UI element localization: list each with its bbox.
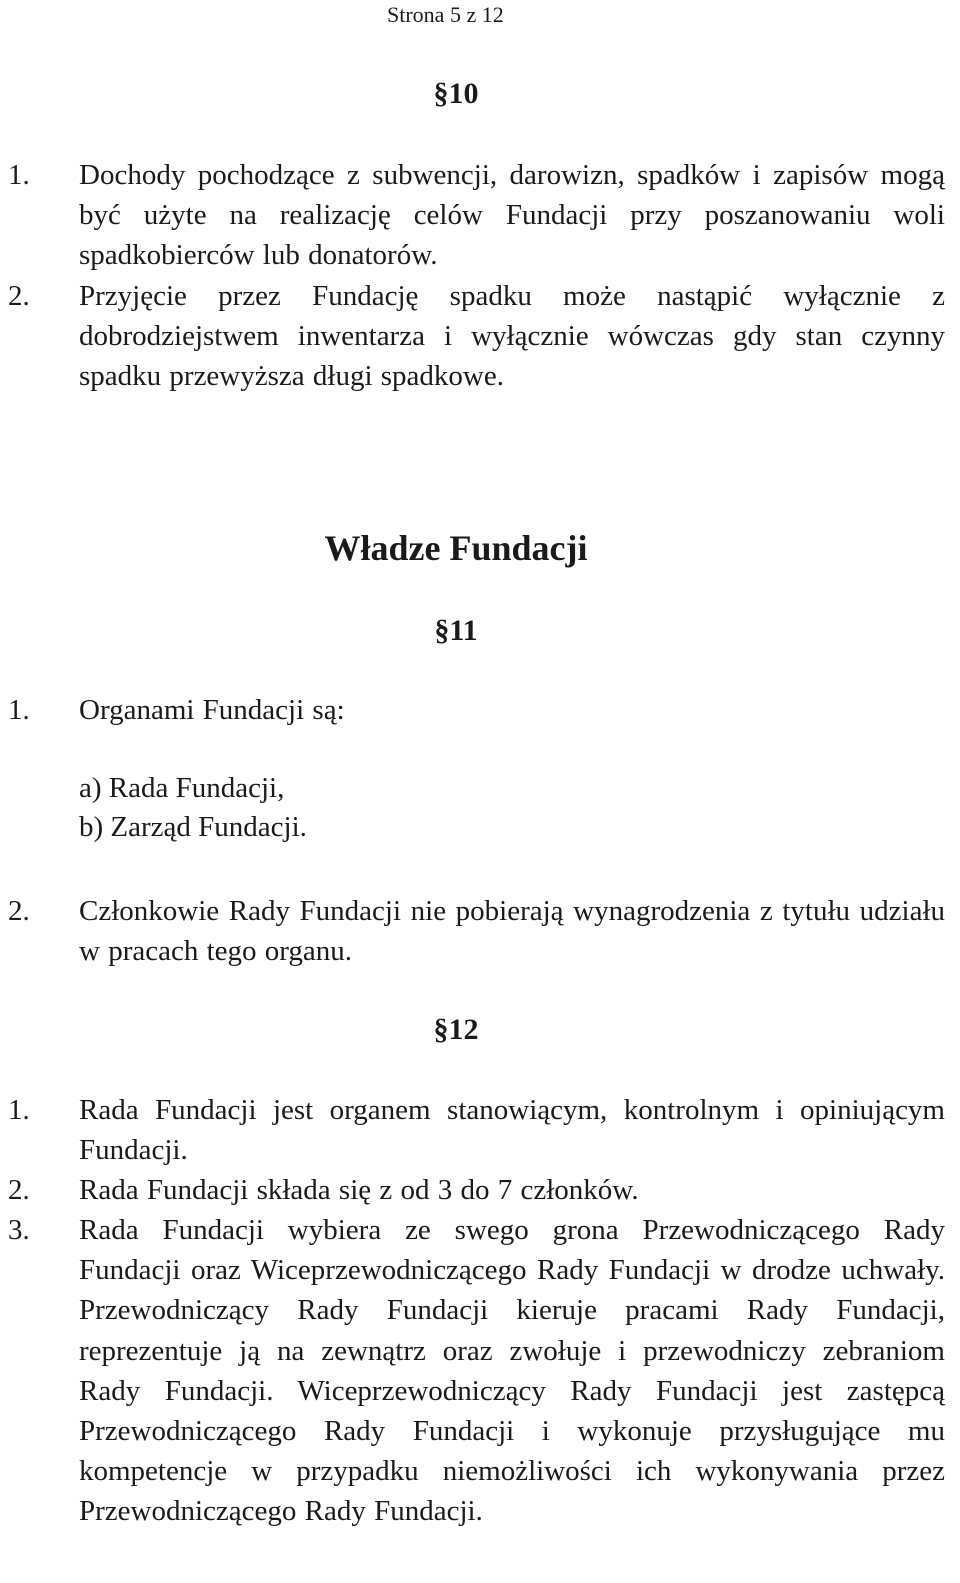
s11-subitem-a: a) Rada Fundacji, [79,772,285,804]
chapter-heading: Władze Fundacji [324,528,588,568]
s12-item-1-text: Rada Fundacji jest organem stanowiącym, kontrolnym i opiniującym Fundacji. [79,1094,945,1167]
s12-item-2-number: 2. [8,1174,30,1206]
s12-item-3-text: Rada Fundacji wybiera ze swego grona Przewodniczącego Rady Fundacji oraz Wiceprzewodniczącego Rady Fundacji w drodze uchwały. Przewodniczący Rady Fundacji kieruje pracami Rady Fundacji, reprezentuje ją na zewnątrz oraz zwołuje i przewodniczy zebraniom Rady Fundacji. Wiceprzewodniczący Rady Fundacji jest zastępcą Przewodniczącego Rady Fundacji i wykonuje przysługujące mu kompetencje w przypadku niemożliwości ich wykonywania przez Przewodniczącego Rady Fundacji. [79,1214,945,1528]
s11-item-2-text: Członkowie Rady Fundacji nie pobierają wynagrodzenia z tytułu udziału w pracach tego organu. [79,895,945,968]
s12-item-2-text: Rada Fundacji składa się z od 3 do 7 członków. [79,1174,639,1206]
s10-item-1-number: 1. [8,159,30,191]
s11-item-2-number: 2. [8,895,30,927]
s10-item-2-number: 2. [8,280,30,312]
s12-item-1-number: 1. [8,1094,30,1126]
s11-item-1-number: 1. [8,694,30,726]
s11-item-1-text: Organami Fundacji są: [79,694,345,726]
page-number-header: Strona 5 z 12 [387,2,504,27]
s10-item-2-text: Przyjęcie przez Fundację spadku może nastąpić wyłącznie z dobrodziejstwem inwentarza i wyłącznie wówczas gdy stan czynny spadku przewyższa długi spadkowe. [79,280,945,393]
s10-item-1-text: Dochody pochodzące z subwencji, darowizn, spadków i zapisów mogą być użyte na realizację celów Fundacji przy poszanowaniu woli spadkobierców lub donatorów. [79,159,945,272]
section-11-mark: §11 [434,614,478,647]
s12-item-3-number: 3. [8,1214,30,1246]
s11-subitem-b: b) Zarząd Fundacji. [79,811,307,843]
section-10-mark: §10 [433,77,479,110]
section-12-mark: §12 [433,1013,479,1046]
